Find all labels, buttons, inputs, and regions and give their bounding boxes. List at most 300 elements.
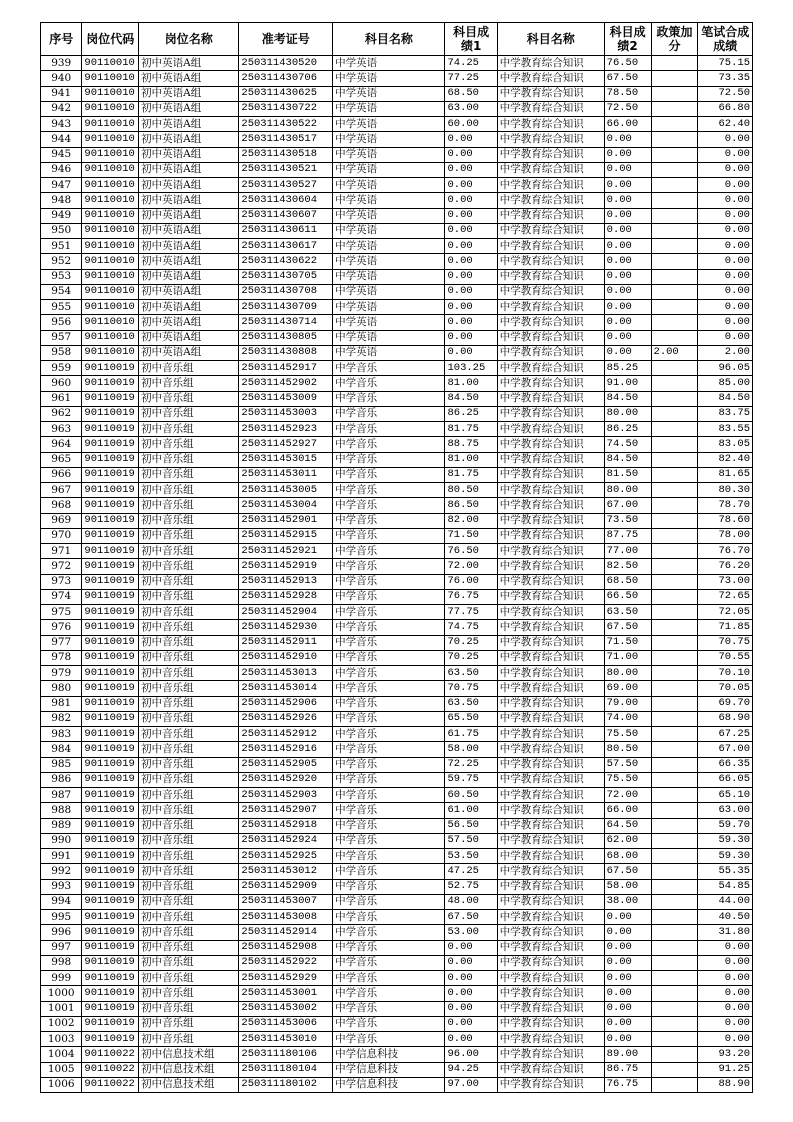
cell-bonus bbox=[651, 894, 698, 909]
cell-score2: 78.50 bbox=[604, 86, 651, 101]
cell-post-code: 90110019 bbox=[82, 864, 139, 879]
cell-score2: 74.00 bbox=[604, 711, 651, 726]
cell-seq: 948 bbox=[41, 193, 82, 208]
table-row bbox=[41, 467, 753, 482]
cell-post-code: 90110019 bbox=[82, 666, 139, 681]
cell-seq: 1005 bbox=[41, 1062, 82, 1077]
cell-post-name: 初中英语A组 bbox=[139, 193, 239, 208]
cell-exam-id: 250311452923 bbox=[239, 422, 333, 437]
cell-bonus bbox=[651, 589, 698, 604]
cell-score1: 0.00 bbox=[445, 1001, 497, 1016]
cell-total: 72.05 bbox=[698, 605, 753, 620]
cell-subject1: 中学音乐 bbox=[333, 361, 445, 376]
cell-post-code: 90110019 bbox=[82, 803, 139, 818]
cell-subject1: 中学音乐 bbox=[333, 406, 445, 421]
cell-subject1: 中学音乐 bbox=[333, 955, 445, 970]
cell-bonus bbox=[651, 971, 698, 986]
cell-exam-id: 250311430604 bbox=[239, 193, 333, 208]
cell-score1: 86.25 bbox=[445, 406, 497, 421]
table-row bbox=[41, 269, 753, 284]
cell-exam-id: 250311430706 bbox=[239, 71, 333, 86]
cell-subject1: 中学音乐 bbox=[333, 544, 445, 559]
cell-post-code: 90110019 bbox=[82, 544, 139, 559]
cell-exam-id: 250311452911 bbox=[239, 635, 333, 650]
cell-post-code: 90110019 bbox=[82, 361, 139, 376]
cell-exam-id: 250311430520 bbox=[239, 56, 333, 71]
cell-bonus bbox=[651, 193, 698, 208]
cell-subject1: 中学音乐 bbox=[333, 376, 445, 391]
cell-subject2: 中学教育综合知识 bbox=[497, 1062, 604, 1077]
cell-score1: 0.00 bbox=[445, 162, 497, 177]
cell-score2: 71.00 bbox=[604, 650, 651, 665]
cell-subject2: 中学教育综合知识 bbox=[497, 833, 604, 848]
cell-subject1: 中学音乐 bbox=[333, 483, 445, 498]
cell-post-code: 90110019 bbox=[82, 589, 139, 604]
cell-score1: 0.00 bbox=[445, 300, 497, 315]
cell-score2: 0.00 bbox=[604, 925, 651, 940]
cell-post-name: 初中音乐组 bbox=[139, 452, 239, 467]
cell-seq: 1000 bbox=[41, 986, 82, 1001]
cell-post-name: 初中音乐组 bbox=[139, 940, 239, 955]
cell-bonus bbox=[651, 757, 698, 772]
cell-subject2: 中学教育综合知识 bbox=[497, 849, 604, 864]
cell-score2: 64.50 bbox=[604, 818, 651, 833]
cell-bonus bbox=[651, 833, 698, 848]
cell-post-name: 初中英语A组 bbox=[139, 345, 239, 360]
table-row bbox=[41, 498, 753, 513]
cell-total: 59.30 bbox=[698, 849, 753, 864]
cell-seq: 979 bbox=[41, 666, 82, 681]
cell-exam-id: 250311453010 bbox=[239, 1032, 333, 1047]
cell-score1: 59.75 bbox=[445, 772, 497, 787]
cell-post-name: 初中音乐组 bbox=[139, 696, 239, 711]
cell-score2: 0.00 bbox=[604, 345, 651, 360]
cell-exam-id: 250311430805 bbox=[239, 330, 333, 345]
cell-bonus bbox=[651, 681, 698, 696]
cell-score1: 84.50 bbox=[445, 391, 497, 406]
cell-subject1: 中学音乐 bbox=[333, 1016, 445, 1031]
cell-post-name: 初中英语A组 bbox=[139, 117, 239, 132]
cell-score2: 0.00 bbox=[604, 986, 651, 1001]
cell-post-code: 90110019 bbox=[82, 711, 139, 726]
cell-post-code: 90110022 bbox=[82, 1047, 139, 1062]
table-row bbox=[41, 772, 753, 787]
cell-exam-id: 250311453005 bbox=[239, 483, 333, 498]
table-row bbox=[41, 864, 753, 879]
cell-seq: 950 bbox=[41, 223, 82, 238]
cell-exam-id: 250311452924 bbox=[239, 833, 333, 848]
cell-post-code: 90110019 bbox=[82, 955, 139, 970]
cell-subject2: 中学教育综合知识 bbox=[497, 178, 604, 193]
cell-total: 55.35 bbox=[698, 864, 753, 879]
cell-score2: 75.50 bbox=[604, 772, 651, 787]
cell-subject1: 中学英语 bbox=[333, 71, 445, 86]
cell-exam-id: 250311452922 bbox=[239, 955, 333, 970]
table-row bbox=[41, 361, 753, 376]
cell-total: 91.25 bbox=[698, 1062, 753, 1077]
cell-subject1: 中学英语 bbox=[333, 162, 445, 177]
cell-total: 83.75 bbox=[698, 406, 753, 421]
cell-seq: 969 bbox=[41, 513, 82, 528]
cell-score1: 58.00 bbox=[445, 742, 497, 757]
cell-exam-id: 250311453004 bbox=[239, 498, 333, 513]
cell-subject1: 中学音乐 bbox=[333, 818, 445, 833]
cell-score1: 72.25 bbox=[445, 757, 497, 772]
cell-seq: 993 bbox=[41, 879, 82, 894]
cell-post-code: 90110019 bbox=[82, 986, 139, 1001]
cell-post-code: 90110019 bbox=[82, 772, 139, 787]
cell-post-code: 90110010 bbox=[82, 223, 139, 238]
cell-post-code: 90110019 bbox=[82, 971, 139, 986]
cell-post-code: 90110010 bbox=[82, 193, 139, 208]
cell-bonus bbox=[651, 986, 698, 1001]
cell-post-name: 初中音乐组 bbox=[139, 849, 239, 864]
cell-subject1: 中学音乐 bbox=[333, 1032, 445, 1047]
cell-subject1: 中学英语 bbox=[333, 208, 445, 223]
cell-score2: 0.00 bbox=[604, 284, 651, 299]
cell-subject1: 中学英语 bbox=[333, 147, 445, 162]
cell-exam-id: 250311452904 bbox=[239, 605, 333, 620]
cell-score1: 71.50 bbox=[445, 528, 497, 543]
cell-score1: 97.00 bbox=[445, 1077, 497, 1092]
cell-total: 0.00 bbox=[698, 162, 753, 177]
cell-subject2: 中学教育综合知识 bbox=[497, 971, 604, 986]
cell-post-code: 90110019 bbox=[82, 406, 139, 421]
cell-subject1: 中学英语 bbox=[333, 101, 445, 116]
cell-bonus bbox=[651, 284, 698, 299]
cell-total: 66.05 bbox=[698, 772, 753, 787]
cell-subject2: 中学教育综合知识 bbox=[497, 239, 604, 254]
cell-seq: 940 bbox=[41, 71, 82, 86]
cell-total: 71.85 bbox=[698, 620, 753, 635]
table-row bbox=[41, 711, 753, 726]
cell-score2: 73.50 bbox=[604, 513, 651, 528]
cell-post-code: 90110019 bbox=[82, 788, 139, 803]
cell-exam-id: 250311453008 bbox=[239, 910, 333, 925]
cell-post-name: 初中音乐组 bbox=[139, 544, 239, 559]
cell-exam-id: 250311452919 bbox=[239, 559, 333, 574]
cell-exam-id: 250311452908 bbox=[239, 940, 333, 955]
cell-bonus bbox=[651, 742, 698, 757]
cell-score2: 0.00 bbox=[604, 178, 651, 193]
cell-score1: 76.50 bbox=[445, 544, 497, 559]
table-row bbox=[41, 452, 753, 467]
cell-score2: 80.00 bbox=[604, 483, 651, 498]
cell-seq: 1006 bbox=[41, 1077, 82, 1092]
cell-exam-id: 250311430714 bbox=[239, 315, 333, 330]
cell-post-code: 90110019 bbox=[82, 833, 139, 848]
cell-subject2: 中学教育综合知识 bbox=[497, 727, 604, 742]
cell-seq: 977 bbox=[41, 635, 82, 650]
table-row bbox=[41, 117, 753, 132]
cell-seq: 968 bbox=[41, 498, 82, 513]
cell-post-code: 90110019 bbox=[82, 1016, 139, 1031]
cell-subject1: 中学音乐 bbox=[333, 849, 445, 864]
cell-exam-id: 250311430722 bbox=[239, 101, 333, 116]
table-row bbox=[41, 483, 753, 498]
cell-exam-id: 250311430705 bbox=[239, 269, 333, 284]
cell-total: 62.40 bbox=[698, 117, 753, 132]
cell-total: 54.85 bbox=[698, 879, 753, 894]
cell-post-name: 初中音乐组 bbox=[139, 925, 239, 940]
cell-subject1: 中学音乐 bbox=[333, 635, 445, 650]
cell-score1: 103.25 bbox=[445, 361, 497, 376]
cell-score1: 53.00 bbox=[445, 925, 497, 940]
cell-bonus bbox=[651, 879, 698, 894]
cell-subject2: 中学教育综合知识 bbox=[497, 894, 604, 909]
cell-seq: 982 bbox=[41, 711, 82, 726]
table-row bbox=[41, 894, 753, 909]
cell-post-code: 90110019 bbox=[82, 879, 139, 894]
cell-bonus bbox=[651, 1047, 698, 1062]
table-row bbox=[41, 696, 753, 711]
cell-subject2: 中学教育综合知识 bbox=[497, 391, 604, 406]
table-row bbox=[41, 940, 753, 955]
cell-subject1: 中学音乐 bbox=[333, 513, 445, 528]
cell-score2: 0.00 bbox=[604, 1032, 651, 1047]
cell-exam-id: 250311430518 bbox=[239, 147, 333, 162]
cell-score1: 0.00 bbox=[445, 239, 497, 254]
cell-subject2: 中学教育综合知识 bbox=[497, 544, 604, 559]
cell-subject1: 中学音乐 bbox=[333, 879, 445, 894]
cell-bonus bbox=[651, 483, 698, 498]
cell-subject1: 中学音乐 bbox=[333, 727, 445, 742]
cell-subject1: 中学音乐 bbox=[333, 574, 445, 589]
cell-total: 0.00 bbox=[698, 147, 753, 162]
table-row bbox=[41, 1062, 753, 1077]
cell-exam-id: 250311453015 bbox=[239, 452, 333, 467]
table-row bbox=[41, 223, 753, 238]
cell-bonus bbox=[651, 117, 698, 132]
cell-subject1: 中学英语 bbox=[333, 254, 445, 269]
cell-score1: 80.50 bbox=[445, 483, 497, 498]
cell-seq: 953 bbox=[41, 269, 82, 284]
cell-total: 0.00 bbox=[698, 223, 753, 238]
cell-exam-id: 250311452910 bbox=[239, 650, 333, 665]
cell-post-code: 90110019 bbox=[82, 696, 139, 711]
cell-seq: 959 bbox=[41, 361, 82, 376]
cell-subject2: 中学教育综合知识 bbox=[497, 498, 604, 513]
cell-subject2: 中学教育综合知识 bbox=[497, 422, 604, 437]
cell-score2: 72.50 bbox=[604, 101, 651, 116]
table-row bbox=[41, 178, 753, 193]
cell-subject2: 中学教育综合知识 bbox=[497, 101, 604, 116]
cell-post-code: 90110019 bbox=[82, 757, 139, 772]
cell-bonus bbox=[651, 559, 698, 574]
cell-bonus bbox=[651, 925, 698, 940]
cell-subject1: 中学音乐 bbox=[333, 681, 445, 696]
cell-subject2: 中学教育综合知识 bbox=[497, 696, 604, 711]
cell-bonus bbox=[651, 1077, 698, 1092]
cell-seq: 966 bbox=[41, 467, 82, 482]
cell-post-code: 90110010 bbox=[82, 239, 139, 254]
table-row bbox=[41, 727, 753, 742]
cell-post-code: 90110010 bbox=[82, 162, 139, 177]
cell-bonus bbox=[651, 315, 698, 330]
table-row bbox=[41, 406, 753, 421]
cell-subject1: 中学英语 bbox=[333, 56, 445, 71]
table-row bbox=[41, 437, 753, 452]
cell-score1: 0.00 bbox=[445, 132, 497, 147]
cell-exam-id: 250311452926 bbox=[239, 711, 333, 726]
score-table bbox=[40, 22, 753, 1093]
cell-subject2: 中学教育综合知识 bbox=[497, 955, 604, 970]
table-row bbox=[41, 818, 753, 833]
cell-post-name: 初中英语A组 bbox=[139, 162, 239, 177]
table-row bbox=[41, 56, 753, 71]
cell-post-code: 90110010 bbox=[82, 330, 139, 345]
cell-seq: 992 bbox=[41, 864, 82, 879]
cell-post-name: 初中音乐组 bbox=[139, 605, 239, 620]
cell-score1: 74.75 bbox=[445, 620, 497, 635]
cell-score2: 0.00 bbox=[604, 971, 651, 986]
cell-score2: 80.00 bbox=[604, 666, 651, 681]
cell-post-code: 90110010 bbox=[82, 132, 139, 147]
table-row bbox=[41, 71, 753, 86]
cell-post-name: 初中英语A组 bbox=[139, 315, 239, 330]
cell-total: 73.35 bbox=[698, 71, 753, 86]
cell-score2: 67.50 bbox=[604, 864, 651, 879]
cell-total: 85.00 bbox=[698, 376, 753, 391]
cell-score2: 63.50 bbox=[604, 605, 651, 620]
table-row bbox=[41, 803, 753, 818]
cell-post-name: 初中音乐组 bbox=[139, 391, 239, 406]
cell-score1: 0.00 bbox=[445, 193, 497, 208]
cell-post-name: 初中音乐组 bbox=[139, 986, 239, 1001]
header-subject2: 科目名称 bbox=[497, 23, 604, 56]
cell-post-name: 初中信息技术组 bbox=[139, 1077, 239, 1092]
cell-seq: 962 bbox=[41, 406, 82, 421]
cell-post-code: 90110019 bbox=[82, 483, 139, 498]
cell-post-name: 初中音乐组 bbox=[139, 818, 239, 833]
cell-bonus bbox=[651, 513, 698, 528]
cell-subject2: 中学教育综合知识 bbox=[497, 162, 604, 177]
cell-post-code: 90110019 bbox=[82, 681, 139, 696]
cell-seq: 989 bbox=[41, 818, 82, 833]
cell-score1: 82.00 bbox=[445, 513, 497, 528]
cell-score1: 70.25 bbox=[445, 650, 497, 665]
cell-subject1: 中学英语 bbox=[333, 284, 445, 299]
cell-score1: 47.25 bbox=[445, 864, 497, 879]
cell-score1: 81.00 bbox=[445, 376, 497, 391]
cell-subject1: 中学音乐 bbox=[333, 559, 445, 574]
cell-subject2: 中学教育综合知识 bbox=[497, 56, 604, 71]
cell-score2: 72.00 bbox=[604, 788, 651, 803]
table-row bbox=[41, 788, 753, 803]
cell-bonus bbox=[651, 803, 698, 818]
cell-post-code: 90110019 bbox=[82, 894, 139, 909]
cell-subject2: 中学教育综合知识 bbox=[497, 1032, 604, 1047]
cell-exam-id: 250311453013 bbox=[239, 666, 333, 681]
cell-seq: 991 bbox=[41, 849, 82, 864]
cell-post-code: 90110010 bbox=[82, 284, 139, 299]
cell-subject2: 中学教育综合知识 bbox=[497, 147, 604, 162]
cell-subject2: 中学教育综合知识 bbox=[497, 589, 604, 604]
cell-subject2: 中学教育综合知识 bbox=[497, 757, 604, 772]
cell-score2: 71.50 bbox=[604, 635, 651, 650]
cell-total: 0.00 bbox=[698, 132, 753, 147]
cell-subject2: 中学教育综合知识 bbox=[497, 1077, 604, 1092]
cell-score2: 0.00 bbox=[604, 315, 651, 330]
cell-total: 0.00 bbox=[698, 315, 753, 330]
cell-score1: 0.00 bbox=[445, 1016, 497, 1031]
cell-post-name: 初中英语A组 bbox=[139, 330, 239, 345]
cell-post-code: 90110019 bbox=[82, 528, 139, 543]
cell-exam-id: 250311453003 bbox=[239, 406, 333, 421]
table-row bbox=[41, 101, 753, 116]
cell-post-code: 90110010 bbox=[82, 269, 139, 284]
cell-seq: 995 bbox=[41, 910, 82, 925]
cell-total: 66.80 bbox=[698, 101, 753, 116]
cell-bonus bbox=[651, 422, 698, 437]
cell-exam-id: 250311452918 bbox=[239, 818, 333, 833]
cell-bonus bbox=[651, 605, 698, 620]
table-row bbox=[41, 162, 753, 177]
cell-subject2: 中学教育综合知识 bbox=[497, 269, 604, 284]
cell-score2: 0.00 bbox=[604, 254, 651, 269]
cell-total: 72.65 bbox=[698, 589, 753, 604]
cell-exam-id: 250311430522 bbox=[239, 117, 333, 132]
cell-post-name: 初中英语A组 bbox=[139, 223, 239, 238]
cell-post-code: 90110019 bbox=[82, 620, 139, 635]
cell-score1: 86.50 bbox=[445, 498, 497, 513]
cell-post-code: 90110010 bbox=[82, 315, 139, 330]
cell-seq: 957 bbox=[41, 330, 82, 345]
cell-exam-id: 250311453011 bbox=[239, 467, 333, 482]
cell-total: 70.75 bbox=[698, 635, 753, 650]
cell-score2: 79.00 bbox=[604, 696, 651, 711]
cell-score2: 57.50 bbox=[604, 757, 651, 772]
cell-post-name: 初中音乐组 bbox=[139, 635, 239, 650]
cell-score1: 88.75 bbox=[445, 437, 497, 452]
cell-total: 66.35 bbox=[698, 757, 753, 772]
cell-total: 0.00 bbox=[698, 193, 753, 208]
cell-seq: 996 bbox=[41, 925, 82, 940]
cell-post-code: 90110019 bbox=[82, 559, 139, 574]
cell-post-name: 初中英语A组 bbox=[139, 147, 239, 162]
cell-score2: 0.00 bbox=[604, 910, 651, 925]
cell-post-name: 初中音乐组 bbox=[139, 879, 239, 894]
cell-post-name: 初中音乐组 bbox=[139, 757, 239, 772]
cell-exam-id: 250311453006 bbox=[239, 1016, 333, 1031]
cell-score1: 0.00 bbox=[445, 254, 497, 269]
cell-bonus bbox=[651, 864, 698, 879]
cell-seq: 955 bbox=[41, 300, 82, 315]
cell-subject1: 中学信息科技 bbox=[333, 1077, 445, 1092]
cell-seq: 973 bbox=[41, 574, 82, 589]
cell-seq: 943 bbox=[41, 117, 82, 132]
cell-subject1: 中学音乐 bbox=[333, 437, 445, 452]
cell-score1: 0.00 bbox=[445, 986, 497, 1001]
table-row bbox=[41, 300, 753, 315]
cell-subject2: 中学教育综合知识 bbox=[497, 910, 604, 925]
cell-total: 31.80 bbox=[698, 925, 753, 940]
cell-exam-id: 250311452917 bbox=[239, 361, 333, 376]
cell-total: 78.00 bbox=[698, 528, 753, 543]
cell-total: 0.00 bbox=[698, 178, 753, 193]
cell-post-name: 初中音乐组 bbox=[139, 498, 239, 513]
cell-bonus bbox=[651, 620, 698, 635]
cell-post-code: 90110019 bbox=[82, 818, 139, 833]
cell-post-code: 90110019 bbox=[82, 574, 139, 589]
cell-bonus bbox=[651, 1032, 698, 1047]
cell-subject1: 中学英语 bbox=[333, 223, 445, 238]
cell-post-name: 初中音乐组 bbox=[139, 772, 239, 787]
cell-post-name: 初中音乐组 bbox=[139, 1032, 239, 1047]
cell-post-name: 初中音乐组 bbox=[139, 971, 239, 986]
cell-score1: 81.75 bbox=[445, 422, 497, 437]
cell-subject2: 中学教育综合知识 bbox=[497, 437, 604, 452]
